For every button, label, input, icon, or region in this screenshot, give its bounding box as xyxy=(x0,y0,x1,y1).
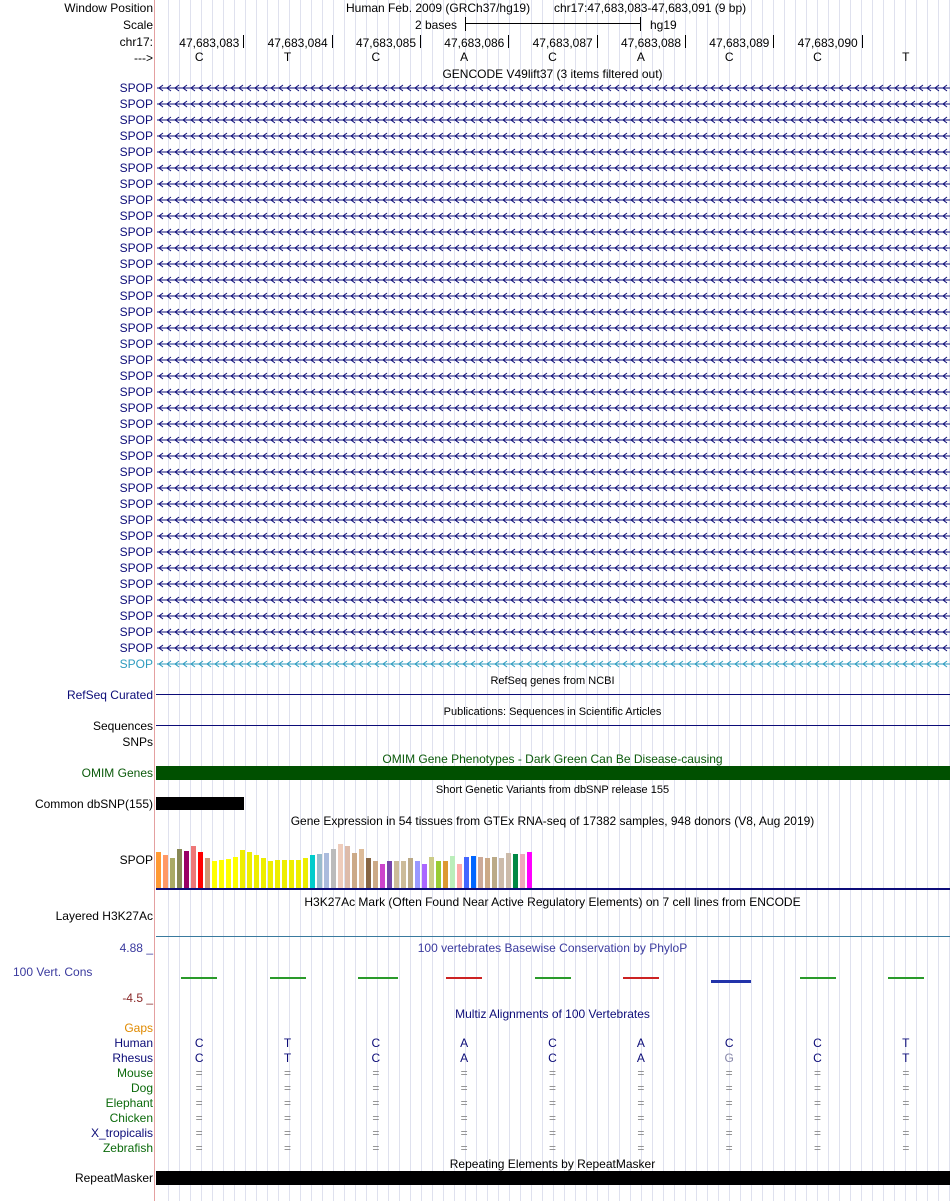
gencode-transcript[interactable] xyxy=(155,306,950,318)
omim-bar[interactable] xyxy=(156,766,950,780)
gtex-tissue-bar[interactable] xyxy=(156,852,161,888)
gaps-label: Gaps xyxy=(124,1021,153,1035)
gtex-tissue-bar[interactable] xyxy=(317,854,322,888)
multiz-base: = xyxy=(195,1096,203,1110)
ruler-tick xyxy=(508,35,509,48)
multiz-base: T xyxy=(283,1036,292,1050)
multiz-base: = xyxy=(902,1126,910,1140)
multiz-base: = xyxy=(460,1096,468,1110)
multiz-base: = xyxy=(283,1096,291,1110)
gencode-item-label[interactable]: SPOP xyxy=(119,209,153,223)
phylop-score-mark[interactable] xyxy=(535,977,571,979)
gencode-item-label[interactable]: SPOP xyxy=(119,145,153,159)
ruler-coordinate: 47,683,083 xyxy=(179,36,240,50)
multiz-base: T xyxy=(902,1036,910,1050)
gtex-tissue-bar[interactable] xyxy=(261,858,266,888)
gtex-tissue-bar[interactable] xyxy=(282,860,287,888)
gtex-tissue-bar[interactable] xyxy=(373,861,378,888)
gtex-tissue-bar[interactable] xyxy=(184,851,189,888)
gencode-transcript[interactable] xyxy=(155,290,950,302)
gencode-transcript[interactable] xyxy=(155,370,950,382)
multiz-base: = xyxy=(813,1141,821,1155)
gencode-item-label[interactable]: SPOP xyxy=(119,97,153,111)
ruler-tick xyxy=(597,35,598,48)
gencode-item-label[interactable]: SPOP xyxy=(119,545,153,559)
dbsnp-label[interactable]: Common dbSNP(155) xyxy=(34,797,153,811)
multiz-base: = xyxy=(902,1096,910,1110)
gencode-item-label[interactable]: SPOP xyxy=(119,481,153,495)
gencode-transcript[interactable] xyxy=(155,386,950,398)
window-position-label: Window Position xyxy=(64,1,153,15)
gtex-tissue-bar[interactable] xyxy=(226,859,231,888)
gencode-transcript[interactable] xyxy=(155,626,950,638)
gencode-transcript[interactable] xyxy=(155,130,950,142)
ruler-tick xyxy=(243,35,244,48)
gtex-tissue-bar[interactable] xyxy=(443,861,448,888)
gtex-tissue-bar[interactable] xyxy=(366,858,371,888)
gtex-tissue-bar[interactable] xyxy=(408,858,413,888)
scale-label: Scale xyxy=(122,18,153,32)
phylop-title: 100 vertebrates Basewise Conservation by PhyloP xyxy=(417,941,688,955)
gtex-tissue-bar[interactable] xyxy=(485,858,490,888)
ruler-base: A xyxy=(636,50,645,64)
multiz-base: = xyxy=(195,1141,203,1155)
gencode-transcript[interactable] xyxy=(155,242,950,254)
gencode-item-label[interactable]: SPOP xyxy=(119,321,153,335)
gencode-transcript[interactable] xyxy=(155,466,950,478)
gtex-tissue-bar[interactable] xyxy=(401,861,406,888)
multiz-base: = xyxy=(637,1096,645,1110)
ruler-base: C xyxy=(724,50,734,64)
multiz-base: C xyxy=(194,1036,204,1050)
dbsnp-variant[interactable] xyxy=(156,797,244,810)
multiz-base: = xyxy=(637,1126,645,1140)
gencode-item-label[interactable]: SPOP xyxy=(119,561,153,575)
ruler-tick xyxy=(685,35,686,48)
multiz-base: = xyxy=(460,1066,468,1080)
multiz-base: = xyxy=(195,1066,203,1080)
gtex-tissue-bar[interactable] xyxy=(499,858,504,888)
gtex-tissue-bar[interactable] xyxy=(170,858,175,888)
ruler-tick xyxy=(420,35,421,48)
phylop-label[interactable]: 100 Vert. Cons xyxy=(13,965,93,979)
strand-label[interactable]: ---> xyxy=(134,51,153,65)
phylop-score-mark[interactable] xyxy=(623,977,659,979)
gtex-title: Gene Expression in 54 tissues from GTEx RNA-seq of 17382 samples, 948 donors (V8, Aug 2019) xyxy=(290,814,815,828)
multiz-base: C xyxy=(371,1036,381,1050)
multiz-base: = xyxy=(195,1111,203,1125)
gencode-transcript[interactable] xyxy=(155,546,950,558)
gtex-tissue-bar[interactable] xyxy=(422,864,427,888)
multiz-base: = xyxy=(637,1081,645,1095)
repeatmasker-bar[interactable] xyxy=(156,1171,950,1185)
gencode-item-label[interactable]: SPOP xyxy=(119,625,153,639)
position-readout: chr17:47,683,083-47,683,091 (9 bp) xyxy=(554,1,747,15)
multiz-base: = xyxy=(460,1081,468,1095)
gtex-tissue-bar[interactable] xyxy=(520,854,525,888)
ruler-base: C xyxy=(548,50,557,64)
gtex-tissue-bar[interactable] xyxy=(324,853,329,888)
ruler-coordinate: 47,683,085 xyxy=(355,36,416,50)
gtex-tissue-bar[interactable] xyxy=(310,855,315,888)
multiz-base: = xyxy=(548,1081,556,1095)
phylop-score-mark[interactable] xyxy=(270,977,306,979)
multiz-base: C xyxy=(724,1036,734,1050)
multiz-title: Multiz Alignments of 100 Vertebrates xyxy=(455,1007,650,1021)
multiz-base: = xyxy=(372,1081,380,1095)
ruler-base: T xyxy=(902,50,910,64)
pubs-label[interactable]: Sequences xyxy=(92,719,153,733)
gencode-transcript[interactable] xyxy=(155,450,950,462)
pubs-title: Publications: Sequences in Scientific Articles xyxy=(443,706,662,718)
gencode-item-label[interactable]: SPOP xyxy=(119,577,153,591)
ruler-coordinate: 47,683,086 xyxy=(444,36,505,50)
gtex-tissue-bar[interactable] xyxy=(289,860,294,888)
gencode-item-label[interactable]: SPOP xyxy=(119,593,153,607)
multiz-base: = xyxy=(548,1111,556,1125)
gencode-item-label[interactable]: SPOP xyxy=(119,305,153,319)
gencode-item-label[interactable]: SPOP xyxy=(119,257,153,271)
gencode-item-label[interactable]: SPOP xyxy=(119,113,153,127)
gtex-tissue-bar[interactable] xyxy=(240,850,245,888)
h3k27ac-label[interactable]: Layered H3K27Ac xyxy=(55,909,153,923)
snps-label[interactable]: SNPs xyxy=(122,735,153,749)
gtex-tissue-bar[interactable] xyxy=(478,857,483,888)
gencode-transcript[interactable] xyxy=(155,146,950,158)
gtex-tissue-bar[interactable] xyxy=(471,856,476,888)
ruler-base: C xyxy=(194,50,204,64)
gencode-item-label[interactable]: SPOP xyxy=(119,657,153,671)
multiz-base: = xyxy=(725,1126,733,1140)
refseq-gene-line[interactable] xyxy=(156,694,950,695)
multiz-base: C xyxy=(813,1051,822,1065)
gencode-transcript[interactable] xyxy=(155,594,950,606)
omim-label[interactable]: OMIM Genes xyxy=(81,766,153,780)
ruler-tick xyxy=(332,35,333,48)
ruler-base: C xyxy=(371,50,381,64)
gtex-tissue-bar[interactable] xyxy=(464,857,469,888)
multiz-base: = xyxy=(637,1111,645,1125)
ruler-coordinate: 47,683,090 xyxy=(797,36,858,50)
ruler-coordinate: 47,683,089 xyxy=(709,36,770,50)
multiz-base: = xyxy=(283,1141,291,1155)
multiz-base: = xyxy=(372,1126,380,1140)
gtex-tissue-bar[interactable] xyxy=(415,861,420,888)
gencode-title: GENCODE V49lift37 (3 items filtered out) xyxy=(442,67,663,81)
multiz-base: = xyxy=(283,1126,291,1140)
phylop-max: 4.88 _ xyxy=(119,941,153,955)
gtex-tissue-bar[interactable] xyxy=(436,861,441,888)
gencode-item-label[interactable]: SPOP xyxy=(119,177,153,191)
gencode-transcript[interactable] xyxy=(155,418,950,430)
phylop-score-mark[interactable] xyxy=(358,977,398,979)
multiz-base: = xyxy=(548,1126,556,1140)
phylop-score-mark[interactable] xyxy=(800,977,836,979)
repeatmasker-title: Repeating Elements by RepeatMasker xyxy=(449,1157,656,1171)
multiz-base: C xyxy=(371,1051,381,1065)
gencode-transcript[interactable] xyxy=(155,114,950,126)
gencode-item-label[interactable]: SPOP xyxy=(119,225,153,239)
gencode-transcript[interactable] xyxy=(155,82,950,94)
gencode-transcript[interactable] xyxy=(155,354,950,366)
gencode-item-label[interactable]: SPOP xyxy=(119,433,153,447)
multiz-base: = xyxy=(283,1111,291,1125)
gtex-bar-chart[interactable] xyxy=(156,828,950,888)
gencode-item-label[interactable]: SPOP xyxy=(119,401,153,415)
gtex-tissue-bar[interactable] xyxy=(380,864,385,888)
phylop-score-mark[interactable] xyxy=(888,977,924,979)
omim-title: OMIM Gene Phenotypes - Dark Green Can Be Disease-causing xyxy=(382,752,723,766)
gencode-transcript[interactable] xyxy=(155,322,950,334)
gtex-tissue-bar[interactable] xyxy=(198,852,203,888)
gencode-item-label[interactable]: SPOP xyxy=(119,497,153,511)
multiz-base: = xyxy=(637,1066,645,1080)
gencode-item-label[interactable]: SPOP xyxy=(119,81,153,95)
ruler-base: T xyxy=(283,50,292,64)
gtex-tissue-bar[interactable] xyxy=(275,860,280,888)
gencode-item-label[interactable]: SPOP xyxy=(119,641,153,655)
gtex-tissue-bar[interactable] xyxy=(492,857,497,888)
gtex-tissue-bar[interactable] xyxy=(254,855,259,888)
gencode-item-label[interactable]: SPOP xyxy=(119,513,153,527)
gencode-item-label[interactable]: SPOP xyxy=(119,417,153,431)
phylop-score-mark[interactable] xyxy=(711,980,751,983)
gtex-tissue-bar[interactable] xyxy=(429,857,434,888)
gencode-transcript[interactable] xyxy=(155,338,950,350)
multiz-species-label: Chicken xyxy=(109,1111,153,1125)
multiz-base: = xyxy=(372,1096,380,1110)
gtex-tissue-bar[interactable] xyxy=(352,853,357,888)
ruler-coordinate: 47,683,088 xyxy=(620,36,681,50)
multiz-base: = xyxy=(460,1141,468,1155)
gencode-item-label[interactable]: SPOP xyxy=(119,609,153,623)
gtex-tissue-bar[interactable] xyxy=(513,854,518,888)
multiz-base: A xyxy=(460,1036,469,1050)
multiz-base: = xyxy=(725,1066,733,1080)
multiz-base: = xyxy=(372,1141,380,1155)
multiz-species-label: Human xyxy=(114,1036,153,1050)
multiz-base: = xyxy=(725,1111,733,1125)
multiz-base: = xyxy=(637,1141,645,1155)
gtex-tissue-bar[interactable] xyxy=(338,844,343,888)
multiz-base: = xyxy=(725,1081,733,1095)
gencode-item-label[interactable]: SPOP xyxy=(119,385,153,399)
multiz-base: = xyxy=(460,1126,468,1140)
gtex-tissue-bar[interactable] xyxy=(247,852,252,888)
gencode-transcript[interactable] xyxy=(155,258,950,270)
gencode-item-label[interactable]: SPOP xyxy=(119,289,153,303)
phylop-min: -4.5 _ xyxy=(122,991,153,1005)
gtex-tissue-bar[interactable] xyxy=(331,849,336,888)
gencode-item-label[interactable]: SPOP xyxy=(119,129,153,143)
gencode-transcript[interactable] xyxy=(155,658,950,670)
ruler-coordinate: 47,683,084 xyxy=(267,36,328,50)
multiz-base: = xyxy=(372,1066,380,1080)
dbsnp-title: Short Genetic Variants from dbSNP release 155 xyxy=(435,784,670,796)
multiz-base: T xyxy=(283,1051,292,1065)
multiz-base: A xyxy=(460,1051,469,1065)
gtex-tissue-bar[interactable] xyxy=(296,860,301,888)
gtex-tissue-bar[interactable] xyxy=(205,858,210,888)
h3k27ac-baseline xyxy=(156,936,950,937)
multiz-base: C xyxy=(548,1036,557,1050)
phylop-score-mark[interactable] xyxy=(446,977,482,979)
multiz-base: A xyxy=(636,1036,645,1050)
gencode-transcript[interactable] xyxy=(155,578,950,590)
multiz-base: = xyxy=(283,1066,291,1080)
gtex-tissue-bar[interactable] xyxy=(457,864,462,888)
multiz-base: C xyxy=(813,1036,822,1050)
multiz-base: = xyxy=(725,1141,733,1155)
multiz-species-label: Mouse xyxy=(116,1066,153,1080)
multiz-base: = xyxy=(902,1066,910,1080)
multiz-base: T xyxy=(902,1051,910,1065)
gencode-item-label[interactable]: SPOP xyxy=(119,337,153,351)
gencode-transcript[interactable] xyxy=(155,402,950,414)
multiz-base: = xyxy=(460,1111,468,1125)
gencode-item-label[interactable]: SPOP xyxy=(119,465,153,479)
gencode-item-label[interactable]: SPOP xyxy=(119,369,153,383)
multiz-species-label: X_tropicalis xyxy=(90,1126,153,1140)
multiz-base: = xyxy=(813,1066,821,1080)
multiz-base: = xyxy=(195,1126,203,1140)
gencode-transcript[interactable] xyxy=(155,610,950,622)
gtex-tissue-bar[interactable] xyxy=(163,855,168,888)
chrom-label: chr17: xyxy=(119,35,153,49)
ruler-tick xyxy=(862,35,863,48)
gencode-item-label[interactable]: SPOP xyxy=(119,529,153,543)
multiz-base: = xyxy=(372,1111,380,1125)
multiz-base: = xyxy=(813,1081,821,1095)
gencode-transcript[interactable] xyxy=(155,642,950,654)
pubs-line[interactable] xyxy=(156,725,950,726)
scale-db: hg19 xyxy=(650,18,677,32)
gencode-item-label[interactable]: SPOP xyxy=(119,449,153,463)
gencode-item-label[interactable]: SPOP xyxy=(119,161,153,175)
gtex-label[interactable]: SPOP xyxy=(119,853,153,867)
gtex-tissue-bar[interactable] xyxy=(394,861,399,888)
gtex-tissue-bar[interactable] xyxy=(219,860,224,888)
multiz-base: = xyxy=(548,1096,556,1110)
scale-text: 2 bases xyxy=(415,18,458,32)
multiz-base: = xyxy=(902,1081,910,1095)
gencode-transcript[interactable] xyxy=(155,434,950,446)
multiz-base: C xyxy=(194,1051,204,1065)
h3k27ac-title: H3K27Ac Mark (Often Found Near Active Regulatory Elements) on 7 cell lines from ENCODE xyxy=(304,895,801,909)
scale-bar xyxy=(465,17,641,31)
gencode-transcript[interactable] xyxy=(155,274,950,286)
ruler-tick xyxy=(773,35,774,48)
multiz-base: = xyxy=(902,1111,910,1125)
multiz-base: = xyxy=(813,1126,821,1140)
gtex-tissue-bar[interactable] xyxy=(303,858,308,888)
multiz-base: = xyxy=(283,1081,291,1095)
multiz-species-label: Dog xyxy=(130,1081,153,1095)
refseq-title: RefSeq genes from NCBI xyxy=(490,675,615,687)
multiz-base: = xyxy=(548,1066,556,1080)
gencode-transcript[interactable] xyxy=(155,482,950,494)
multiz-base: = xyxy=(902,1141,910,1155)
multiz-species-label: Rhesus xyxy=(112,1051,153,1065)
multiz-base: C xyxy=(548,1051,557,1065)
gencode-item-label[interactable]: SPOP xyxy=(119,193,153,207)
gencode-item-label[interactable]: SPOP xyxy=(119,273,153,287)
gtex-tissue-bar[interactable] xyxy=(359,849,364,888)
gtex-tissue-bar[interactable] xyxy=(268,861,273,888)
multiz-base: = xyxy=(725,1096,733,1110)
gtex-tissue-bar[interactable] xyxy=(177,849,182,888)
assembly-title: Human Feb. 2009 (GRCh37/hg19) xyxy=(346,1,531,15)
multiz-base: = xyxy=(195,1081,203,1095)
gencode-transcript[interactable] xyxy=(155,194,950,206)
ruler-base: A xyxy=(460,50,469,64)
gencode-transcript[interactable] xyxy=(155,562,950,574)
gencode-transcript[interactable] xyxy=(155,514,950,526)
multiz-species-label: Elephant xyxy=(105,1096,153,1110)
ruler-coordinate: 47,683,087 xyxy=(532,36,593,50)
multiz-base: G xyxy=(724,1051,734,1065)
multiz-base: = xyxy=(813,1111,821,1125)
gencode-transcript[interactable] xyxy=(155,530,950,542)
gtex-tissue-bar[interactable] xyxy=(450,856,455,888)
gencode-transcript[interactable] xyxy=(155,98,950,110)
gtex-gene-line xyxy=(156,888,950,890)
multiz-species-label: Zebrafish xyxy=(102,1141,153,1155)
gtex-tissue-bar[interactable] xyxy=(233,857,238,888)
gtex-tissue-bar[interactable] xyxy=(212,861,217,888)
gencode-item-label[interactable]: SPOP xyxy=(119,241,153,255)
gtex-tissue-bar[interactable] xyxy=(387,861,392,888)
repeatmasker-label[interactable]: RepeatMasker xyxy=(74,1171,153,1185)
gencode-transcript[interactable] xyxy=(155,178,950,190)
gtex-tissue-bar[interactable] xyxy=(527,852,532,888)
multiz-base: A xyxy=(636,1051,645,1065)
gtex-tissue-bar[interactable] xyxy=(345,846,350,888)
ruler-base: C xyxy=(813,50,822,64)
refseq-label[interactable]: RefSeq Curated xyxy=(66,688,153,702)
gencode-transcript[interactable] xyxy=(155,498,950,510)
gencode-item-label[interactable]: SPOP xyxy=(119,353,153,367)
phylop-score-mark[interactable] xyxy=(181,977,217,979)
gencode-transcript[interactable] xyxy=(155,162,950,174)
multiz-base: = xyxy=(548,1141,556,1155)
gencode-transcript[interactable] xyxy=(155,210,950,222)
multiz-base: = xyxy=(813,1096,821,1110)
gencode-transcript[interactable] xyxy=(155,226,950,238)
gtex-tissue-bar[interactable] xyxy=(506,853,511,888)
gtex-tissue-bar[interactable] xyxy=(191,846,196,888)
